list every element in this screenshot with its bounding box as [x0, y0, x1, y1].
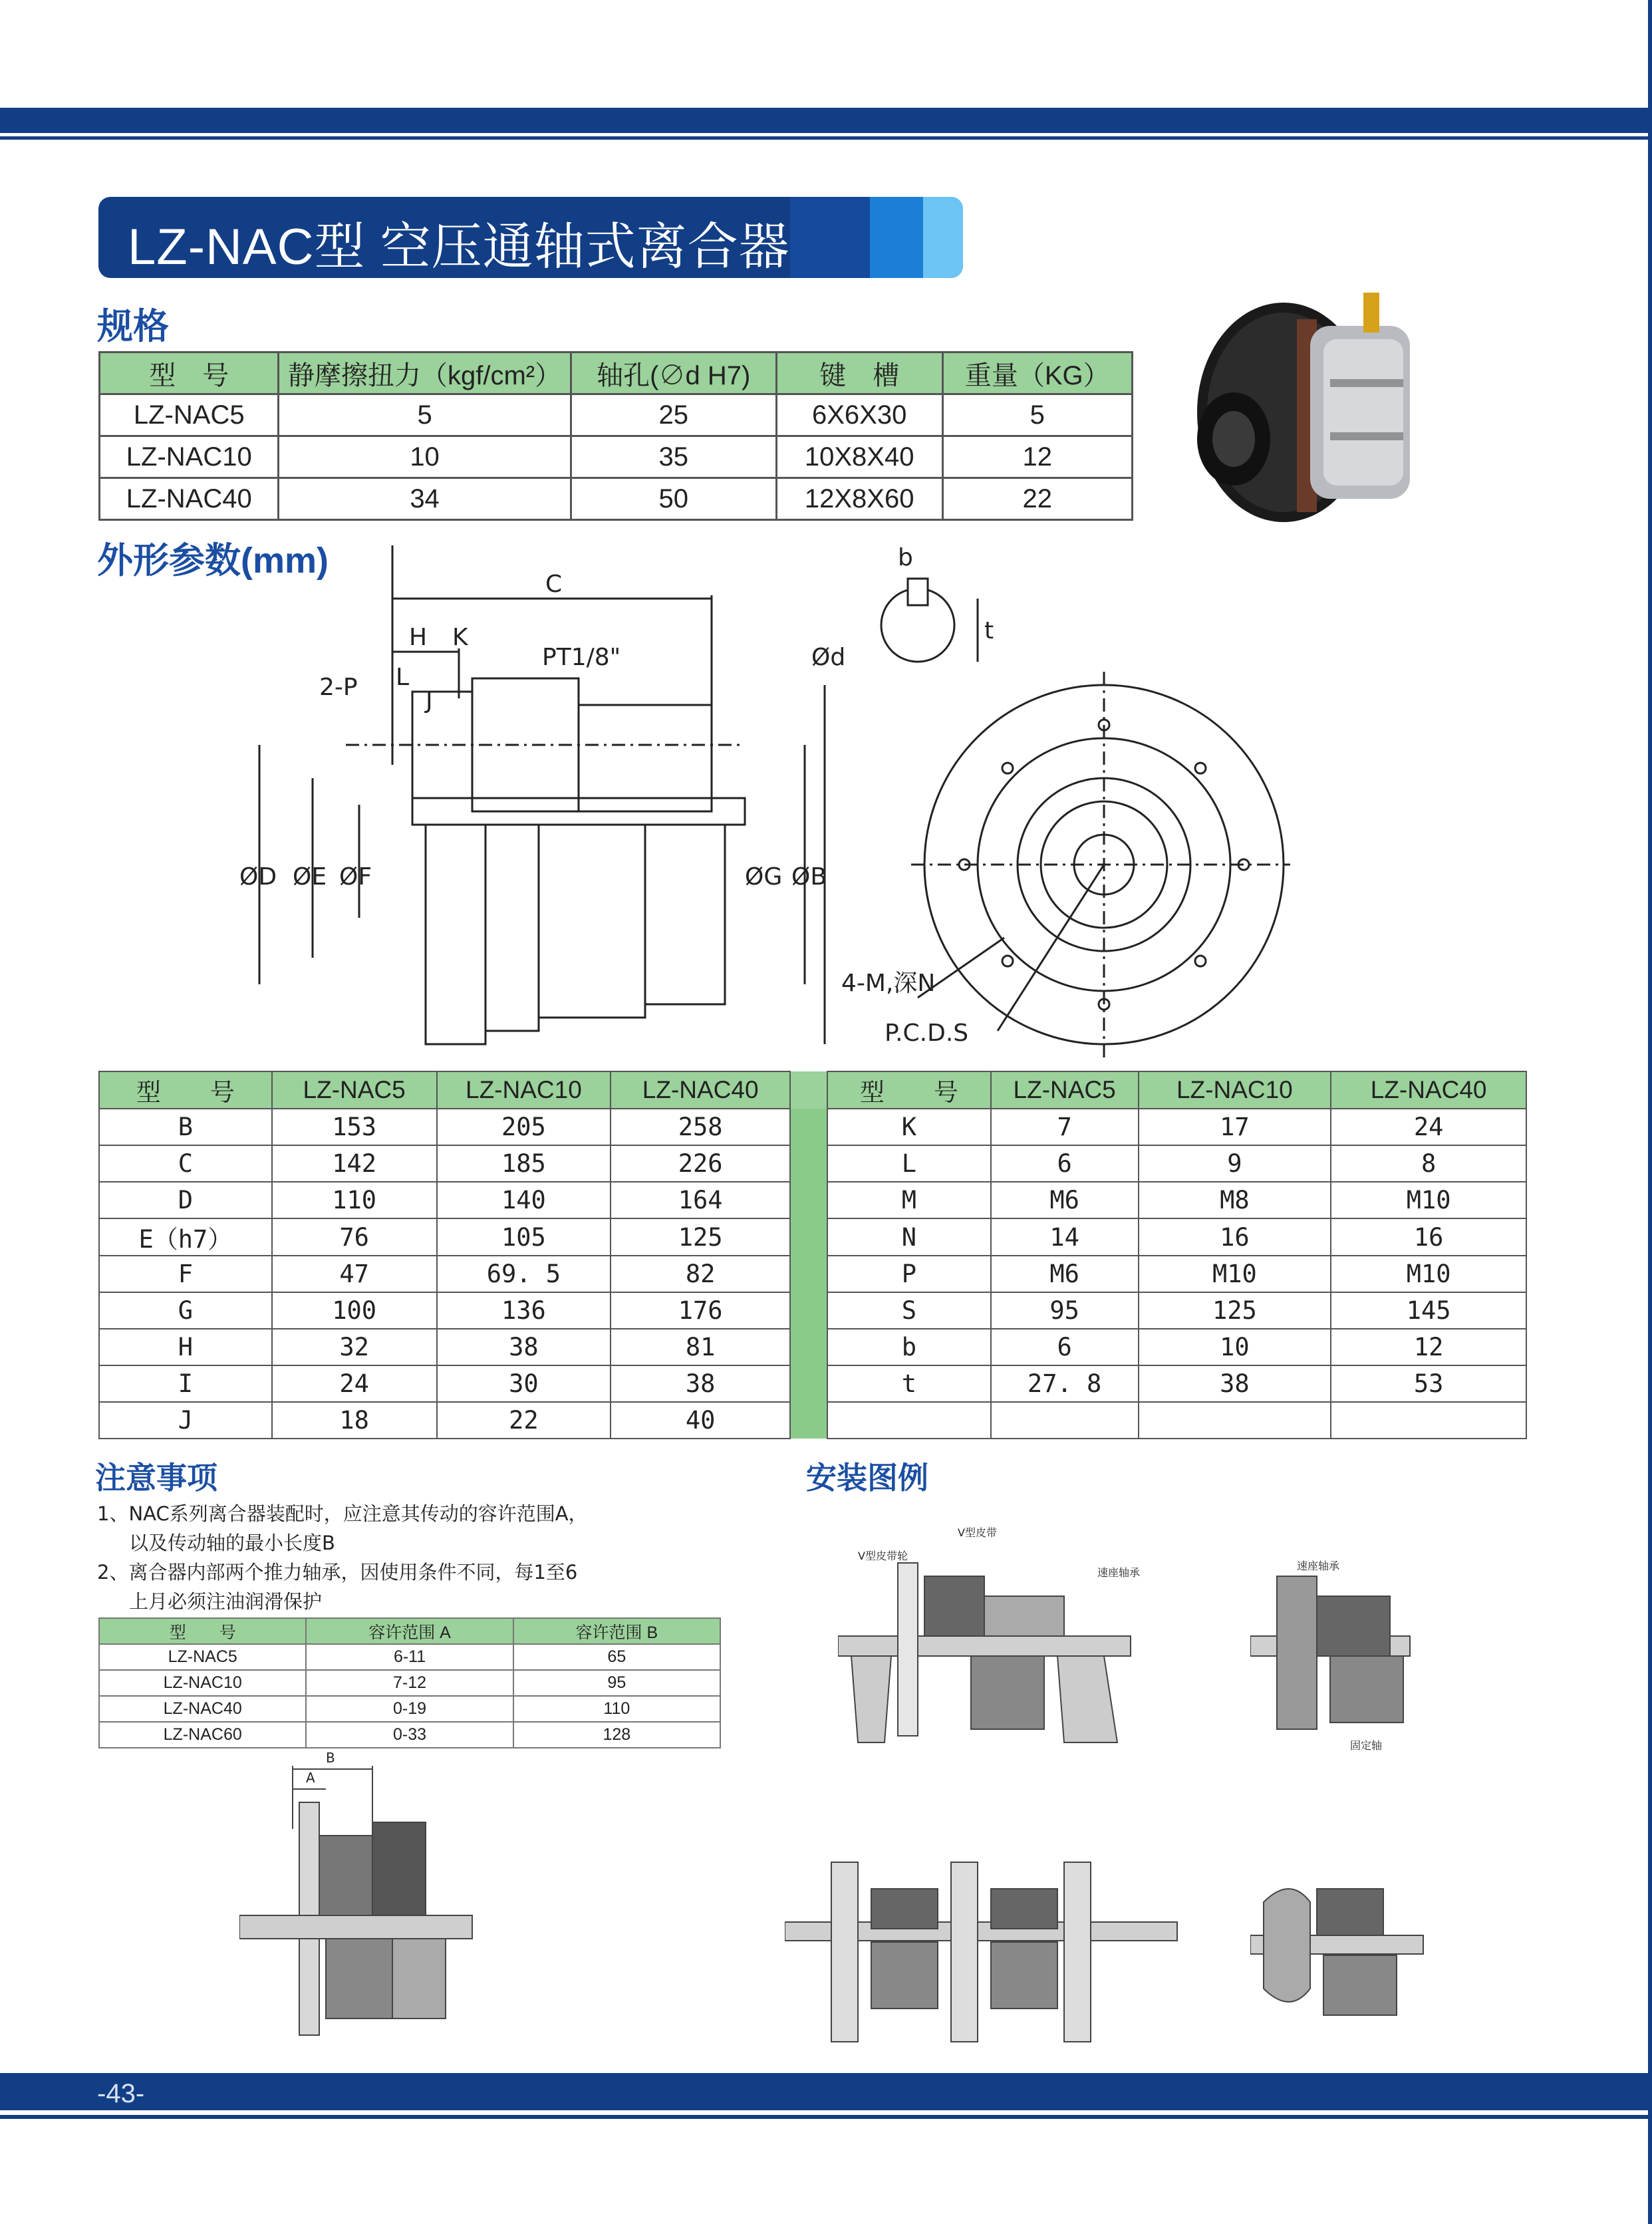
dim-label-L: L — [396, 664, 410, 691]
dim-label-b: b — [898, 545, 913, 571]
install-diagram-3 — [785, 1849, 1184, 2048]
fig-label-A: A — [306, 1770, 315, 1786]
spec-heading: 规格 — [97, 307, 169, 347]
install-diagram-2 — [1250, 1543, 1423, 1762]
dim-label-F: ØF — [339, 863, 372, 891]
spec-col-bore: 轴孔(∅d H7) — [571, 352, 776, 394]
table-row: LZ-NAC40 0-19 110 — [99, 1696, 720, 1722]
table-row: F 47 69. 5 82 P M6 M10 M10 — [99, 1256, 1526, 1292]
table-row: LZ-NAC10 7-12 95 — [99, 1670, 720, 1696]
dims-heading: 外形参数(mm) — [97, 541, 329, 581]
table-row: LZ-NAC5 5 25 6X6X30 5 — [100, 394, 1133, 436]
table-row: J 18 22 40 — [99, 1402, 1526, 1439]
dim-label-E: ØE — [293, 863, 327, 891]
dim-label-G: ØG — [745, 863, 783, 891]
right-edge-bar — [1648, 0, 1652, 2224]
table-row: D 110 140 164 M M6 M8 M10 — [99, 1182, 1526, 1218]
tolerance-diagram — [239, 1749, 479, 2062]
tolerance-table: 型 号 容许范围 A 容许范围 B LZ-NAC5 6-11 65 LZ-NAC10 7-12 95 LZ-NAC40 0-19 110 LZ-NAC60 0-33 128 — [98, 1617, 721, 1748]
notes-heading: 注意事项 — [95, 1460, 217, 1495]
table-row: LZ-NAC10 10 35 10X8X40 12 — [100, 436, 1133, 478]
dim-label-t: t — [984, 617, 994, 644]
spec-table — [98, 351, 1133, 521]
table-row: B 153 205 258 K 7 17 24 — [99, 1109, 1526, 1145]
top-band-line — [0, 136, 1652, 140]
dim-label-D: ØD — [239, 863, 277, 891]
install-label-bearing2: 速座轴承 — [1297, 1560, 1340, 1572]
table-row: G 100 136 176 S 95 125 145 — [99, 1292, 1526, 1329]
bottom-band — [0, 2073, 1652, 2110]
dim-label-M: 4-M,深N — [841, 970, 936, 997]
spec-col-weight: 重量（KG） — [942, 352, 1133, 394]
install-label-bearing1: 速座轴承 — [1097, 1566, 1141, 1579]
table-row: E（h7） 76 105 125 N 14 16 16 — [99, 1218, 1526, 1256]
dim-label-d: Ød — [811, 644, 846, 671]
fig-label-B: B — [326, 1750, 335, 1766]
dim-label-J: J — [426, 687, 433, 714]
table-row: C 142 185 226 L 6 9 8 — [99, 1145, 1526, 1182]
dimension-table: 型 号 LZ-NAC5 LZ-NAC10 LZ-NAC40 型 号 LZ-NAC5 LZ-NAC10 LZ-NAC40 B 153 205 258 K 7 17 24 C 142 185 226 L 6 9 8 D 110 140 164 M M6 M8 M10 E（h7） 76 105 125 N 14 16 16 F 47 69. 5 82 P M6 M10 M10 G 100 136 176 S 95 125 145 H 32 38 81 b 6 10 12 I 24 30 38 t 27. 8 38 53 J 18 22 40 — [98, 1071, 1527, 1439]
spec-col-torque: 静摩擦扭力（kgf/cm²） — [279, 352, 571, 394]
table-row: I 24 30 38 t 27. 8 38 53 — [99, 1365, 1526, 1402]
table-row: H 32 38 81 b 6 10 12 — [99, 1329, 1526, 1365]
dim-label-PT: PT1/8" — [542, 644, 621, 671]
spec-col-model: 型 号 — [100, 352, 279, 394]
title-banner — [98, 197, 963, 278]
table-row: LZ-NAC40 34 50 12X8X60 22 — [100, 478, 1133, 520]
dim-label-S: P.C.D.S — [885, 1020, 969, 1047]
table-row: LZ-NAC60 0-33 128 — [99, 1722, 720, 1748]
install-label-fixed: 固定轴 — [1350, 1739, 1383, 1752]
top-band — [0, 108, 1652, 133]
page-number: -43- — [97, 2079, 145, 2108]
clutch-photo — [1170, 279, 1463, 545]
dim-label-C: C — [545, 571, 563, 598]
install-label-pulley: V型皮带轮 — [858, 1550, 908, 1562]
bottom-band-line — [0, 2115, 1652, 2119]
install-label-belt: V型皮带 — [958, 1526, 997, 1539]
page-title: LZ-NAC型 空压通轴式离合器 — [128, 219, 790, 275]
spec-col-keyway: 键 槽 — [776, 352, 942, 394]
dim-label-2P: 2-P — [319, 674, 358, 701]
dim-label-B: ØB — [791, 863, 827, 891]
install-diagram-4 — [1250, 1862, 1437, 2035]
install-diagram-1 — [838, 1523, 1144, 1762]
table-row: LZ-NAC5 6-11 65 — [99, 1644, 720, 1670]
dim-label-H: H — [409, 624, 428, 651]
notes-text: 1、NAC系列离合器装配时，应注意其传动的容许范围A， 以及传动轴的最小长度B 2、离合器内部两个推力轴承，因使用条件不同，每1至6 上月必须注油润滑保护 — [97, 1502, 588, 1613]
dim-label-K: K — [452, 624, 468, 651]
dimension-drawing — [226, 545, 1290, 1064]
install-heading: 安装图例 — [806, 1460, 928, 1495]
